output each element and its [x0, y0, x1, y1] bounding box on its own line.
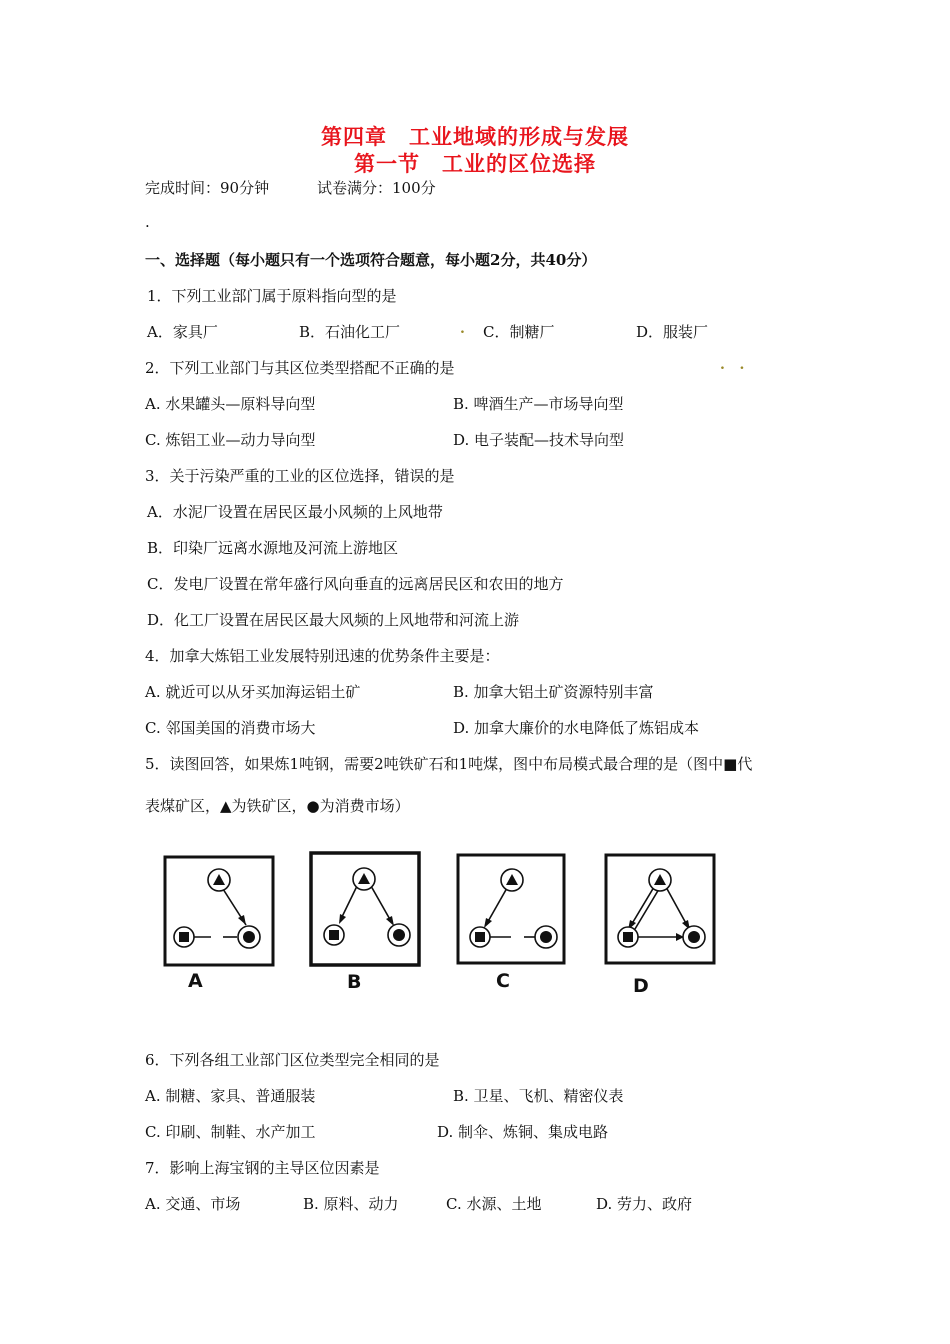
question-7-stem: 7．影响上海宝钢的主导区位因素是 [145, 1159, 380, 1177]
time-label: 完成时间：90分钟 [145, 179, 270, 197]
q3-option-d: D．化工厂设置在居民区最大风频的上风地带和河流上游 [147, 611, 520, 629]
layout-diagram-a [163, 855, 275, 967]
q6-option-c: C. 印刷、制鞋、水产加工 [145, 1123, 316, 1141]
question-5-stem-line2: 表煤矿区，▲为铁矿区，●为消费市场） [145, 797, 410, 815]
layout-diagram-b [309, 851, 421, 967]
q4-option-a: A. 就近可以从牙买加海运铝土矿 [145, 683, 361, 701]
q6-option-d: D. 制伞、炼铜、集成电路 [437, 1123, 609, 1141]
layout-diagram-c [456, 853, 566, 965]
q2-option-a: A. 水果罐头—原料导向型 [145, 395, 316, 413]
figure-label-a: A [188, 970, 203, 992]
q1-option-d: D．服装厂 [636, 323, 709, 341]
q7-option-b: B. 原料、动力 [303, 1195, 399, 1213]
q1-option-a: A．家具厂 [147, 323, 218, 341]
q4-option-c: C. 邻国美国的消费市场大 [145, 719, 316, 737]
q3-option-a: A．水泥厂设置在居民区最小风频的上风地带 [147, 503, 443, 521]
q1-option-c: C．制糖厂 [483, 323, 555, 341]
stray-dot: . [460, 321, 465, 337]
question-6-stem: 6．下列各组工业部门区位类型完全相同的是 [145, 1051, 440, 1069]
question-4-stem: 4．加拿大炼铝工业发展特别迅速的优势条件主要是： [145, 647, 500, 665]
q6-option-b: B. 卫星、飞机、精密仪表 [453, 1087, 624, 1105]
q4-option-d: D. 加拿大廉价的水电降低了炼铝成本 [453, 719, 700, 737]
section-heading: 一、选择题（每小题只有一个选项符合题意，每小题2分，共40分） [145, 251, 597, 269]
q3-option-c: C．发电厂设置在常年盛行风向垂直的远离居民区和农田的地方 [147, 575, 564, 593]
q1-option-b: B．石油化工厂 [299, 323, 401, 341]
figure-label-d: D [633, 975, 649, 997]
question-2-stem: 2．下列工业部门与其区位类型搭配不正确的是 [145, 359, 455, 377]
figure-label-c: C [496, 970, 510, 992]
section-title: 第一节 工业的区位选择 [354, 151, 596, 176]
layout-diagram-d [604, 853, 716, 965]
question-5-stem-line1: 5．读图回答，如果炼1吨钢，需要2吨铁矿石和1吨煤，图中布局模式最合理的是（图中■代 [145, 755, 753, 773]
q2-option-d: D. 电子装配—技术导向型 [453, 431, 625, 449]
question-1-stem: 1．下列工业部门属于原料指向型的是 [147, 287, 397, 305]
chapter-title: 第四章 工业地域的形成与发展 [321, 124, 629, 149]
q6-option-a: A. 制糖、家具、普通服装 [145, 1087, 316, 1105]
q7-option-d: D. 劳力、政府 [596, 1195, 693, 1213]
stray-mark: . [145, 213, 150, 231]
figure-label-b: B [347, 971, 362, 993]
stray-dots: . . [720, 357, 745, 373]
q3-option-b: B．印染厂远离水源地及河流上游地区 [147, 539, 399, 557]
q7-option-c: C. 水源、土地 [446, 1195, 542, 1213]
q2-option-b: B. 啤酒生产—市场导向型 [453, 395, 624, 413]
q4-option-b: B. 加拿大铝土矿资源特别丰富 [453, 683, 654, 701]
question-3-stem: 3．关于污染严重的工业的区位选择，错误的是 [145, 467, 455, 485]
q7-option-a: A. 交通、市场 [145, 1195, 241, 1213]
q2-option-c: C. 炼铝工业—动力导向型 [145, 431, 316, 449]
score-label: 试卷满分：100分 [317, 179, 436, 197]
